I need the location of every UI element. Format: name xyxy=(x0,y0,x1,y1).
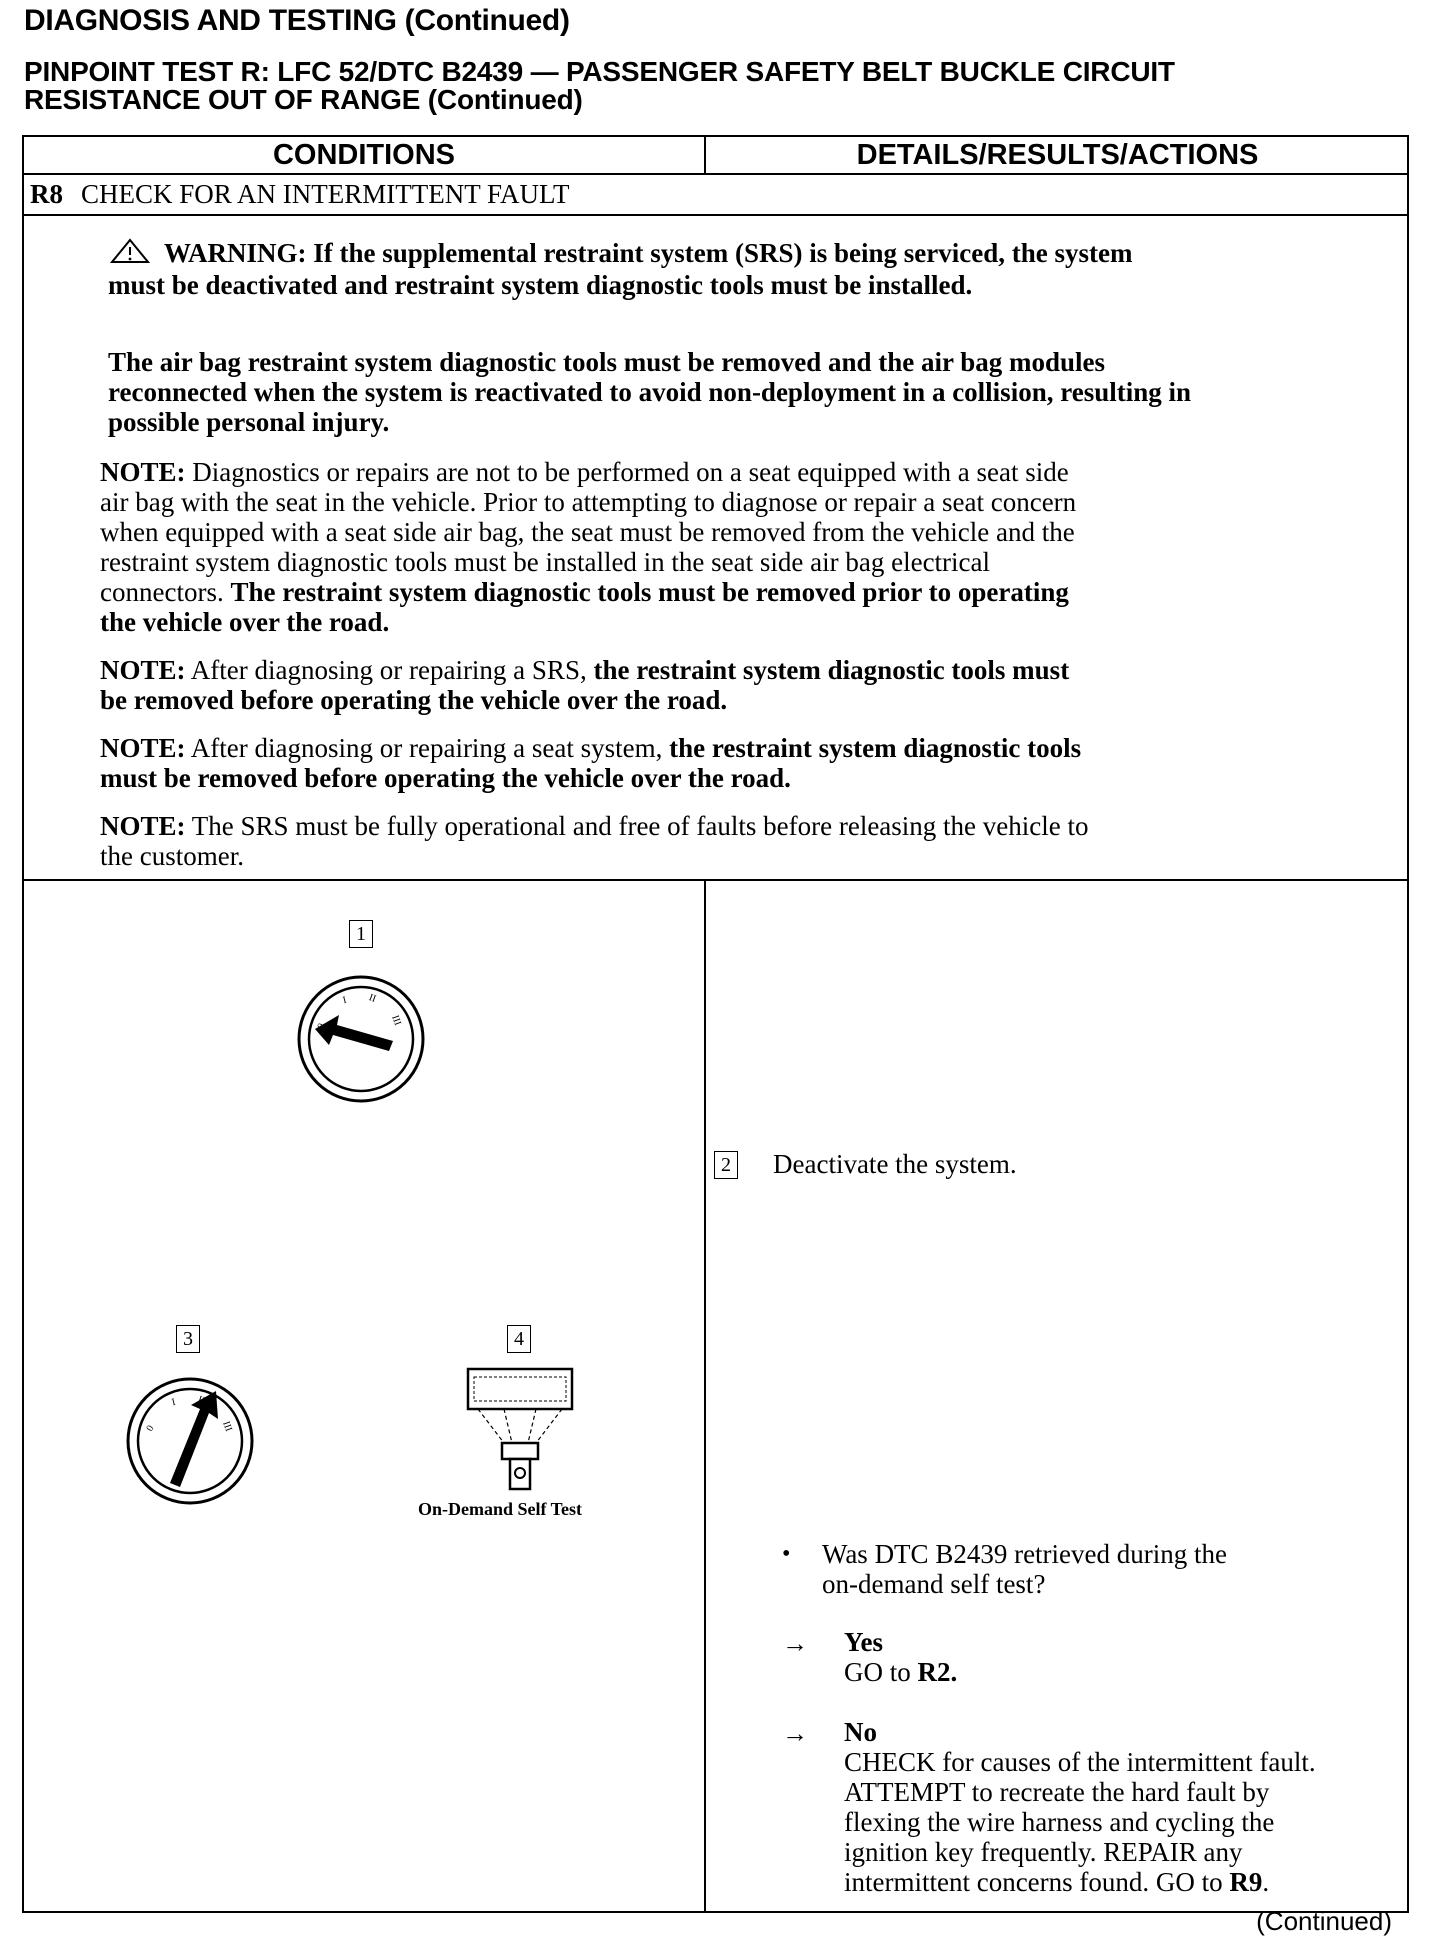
note3-line2: must be removed before operating the vehicle over the road. xyxy=(100,763,791,793)
step-divider xyxy=(24,214,1407,216)
note-after-seat-repair xyxy=(100,733,1081,793)
step-id: R8 xyxy=(30,179,63,209)
step-title: CHECK FOR AN INTERMITTENT FAULT xyxy=(81,179,570,209)
note1-line1: Diagnostics or repairs are not to be performed on a seat equipped with a seat side xyxy=(192,457,1069,487)
warning-line1: WARNING: If the supplemental restraint system (SRS) is being serviced, the system xyxy=(164,238,1133,268)
pinpoint-test-title xyxy=(24,58,1424,114)
question-bullet: • xyxy=(782,1541,791,1567)
step-label-1: 1 xyxy=(349,920,373,948)
note1-line6: the vehicle over the road. xyxy=(100,607,390,637)
column-header-details: DETAILS/RESULTS/ACTIONS xyxy=(856,139,1259,171)
note1-line2: air bag with the seat in the vehicle. Prior to attempting to diagnose or repair a seat concern xyxy=(100,487,1077,517)
dial-mark-2: II xyxy=(196,1394,207,1407)
result-no xyxy=(844,1717,1316,1897)
yes-action-plain: GO to xyxy=(844,1657,911,1687)
warning-line2: must be deactivated and restraint system diagnostic tools must be installed. xyxy=(108,270,973,300)
note1-line4: restraint system diagnostic tools must be installed in the seat side air bag electrical xyxy=(100,547,991,577)
note4-line2: the customer. xyxy=(100,841,244,871)
warning-divider xyxy=(24,879,1407,881)
step-row xyxy=(30,179,570,209)
test-title-line1: PINPOINT TEST R: LFC 52/DTC B2439 — PASSENGER SAFETY BELT BUCKLE CIRCUIT xyxy=(24,56,1175,87)
dial-mark-3: III xyxy=(389,1013,403,1028)
header-divider xyxy=(24,173,1407,175)
ignition-switch-run-icon xyxy=(118,1369,262,1513)
yes-arrow: → xyxy=(782,1629,808,1658)
no-line3: flexing the wire harness and cycling the xyxy=(844,1807,1275,1837)
note1-line5-plain: connectors. xyxy=(100,577,224,607)
note-label: NOTE: xyxy=(100,811,186,841)
airbag-warning-line3: possible personal injury. xyxy=(108,407,390,437)
note-label: NOTE: xyxy=(100,457,186,487)
question-text xyxy=(822,1539,1227,1599)
no-line5-plain: intermittent concerns found. GO to xyxy=(844,1867,1223,1897)
airbag-warning-line1: The air bag restraint system diagnostic tools must be removed and the air bag modules xyxy=(108,347,1106,377)
note-label: NOTE: xyxy=(100,733,186,763)
airbag-warning-block xyxy=(108,347,1191,437)
dial-mark-0: 0 xyxy=(315,1021,328,1032)
airbag-warning-line2: reconnected when the system is reactivated to avoid non-deployment in a collision, resulting in xyxy=(108,377,1191,407)
step-label-4: 4 xyxy=(507,1325,531,1353)
note1-line5-bold: The restraint system diagnostic tools must be removed prior to operating xyxy=(230,577,1069,607)
on-demand-self-test-caption: On-Demand Self Test xyxy=(418,1499,583,1519)
no-line5-bold: R9 xyxy=(1229,1867,1263,1897)
dial-mark-3: III xyxy=(220,1419,234,1434)
note2-line1-bold: the restraint system diagnostic tools must xyxy=(593,655,1070,685)
warning-triangle-icon xyxy=(110,238,150,270)
note2-line2: be removed before operating the vehicle over the road. xyxy=(100,685,728,715)
question-line2: on-demand self test? xyxy=(822,1569,1046,1599)
step2-instruction: Deactivate the system. xyxy=(773,1149,1017,1179)
no-line1: CHECK for causes of the intermittent fault. xyxy=(844,1747,1316,1777)
diagnostic-tool-icon xyxy=(454,1363,584,1493)
note-after-srs-repair xyxy=(100,655,1069,715)
section-title: DIAGNOSIS AND TESTING (Continued) xyxy=(24,4,570,37)
dial-mark-0: 0 xyxy=(144,1423,157,1434)
dial-mark-2: II xyxy=(367,992,378,1005)
note-label: NOTE: xyxy=(100,655,186,685)
column-header-conditions: CONDITIONS xyxy=(272,139,456,171)
test-title-line2: RESISTANCE OUT OF RANGE (Continued) xyxy=(24,84,583,115)
note4-line1: The SRS must be fully operational and free of faults before releasing the vehicle to xyxy=(191,811,1089,841)
note1-line3: when equipped with a seat side air bag, the seat must be removed from the vehicle and the xyxy=(100,517,1075,547)
no-label: No xyxy=(844,1717,877,1747)
warning-block xyxy=(108,238,1132,300)
note-srs-operational xyxy=(100,811,1089,871)
no-line5-end: . xyxy=(1262,1867,1270,1897)
dial-mark-1: I xyxy=(341,994,348,1007)
yes-action-bold: R2. xyxy=(917,1657,958,1687)
no-line4: ignition key frequently. REPAIR any xyxy=(844,1837,1243,1867)
step-label-2: 2 xyxy=(714,1151,738,1179)
note-seat-side-airbag xyxy=(100,457,1076,637)
note3-line1-plain: After diagnosing or repairing a seat system, xyxy=(190,733,663,763)
no-arrow: → xyxy=(782,1719,808,1748)
result-yes xyxy=(844,1627,957,1687)
pinpoint-test-table xyxy=(22,135,1409,1913)
yes-label: Yes xyxy=(844,1627,883,1657)
note2-line1-plain: After diagnosing or repairing a SRS, xyxy=(190,655,587,685)
body-column-divider xyxy=(704,879,706,1911)
ignition-switch-off-icon xyxy=(289,967,433,1111)
dial-mark-1: I xyxy=(170,1396,177,1409)
no-line2: ATTEMPT to recreate the hard fault by xyxy=(844,1777,1270,1807)
continued-footer: (Continued) xyxy=(1256,1906,1392,1936)
note3-line1-bold: the restraint system diagnostic tools xyxy=(669,733,1082,763)
question-line1: Was DTC B2439 retrieved during the xyxy=(822,1539,1227,1569)
step-label-3: 3 xyxy=(176,1325,200,1353)
